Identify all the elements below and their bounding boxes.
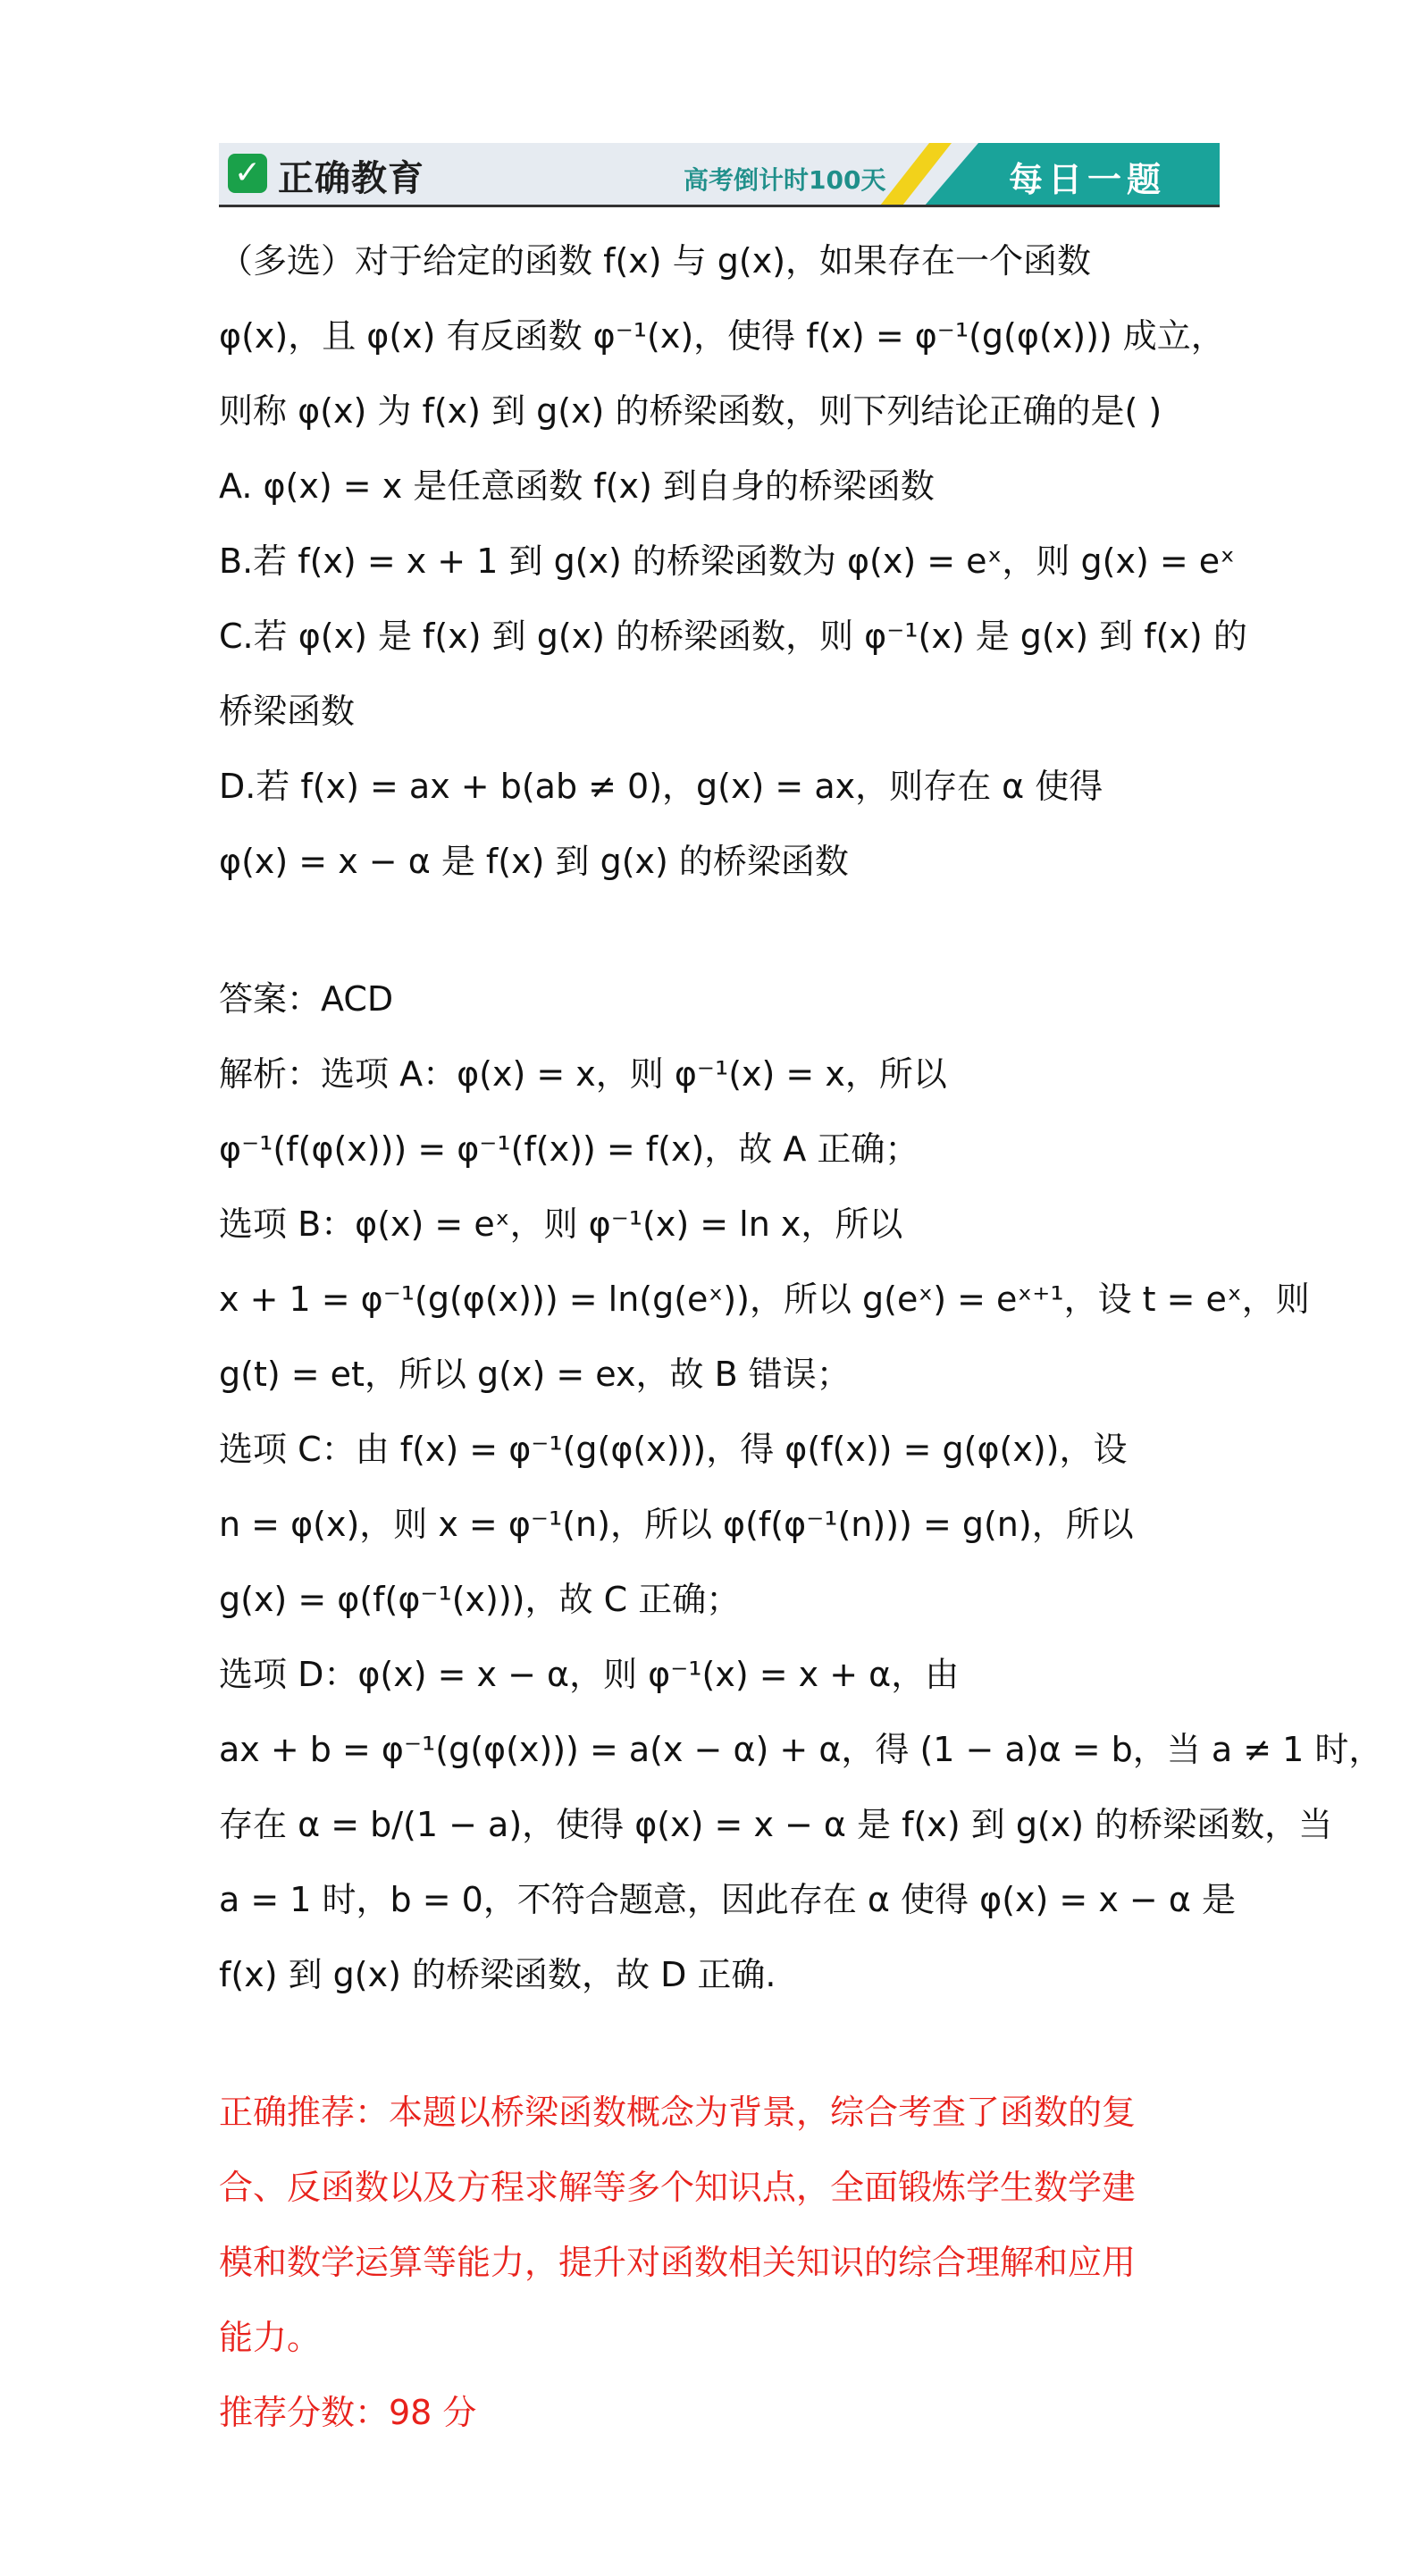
- option-d: D.若 f(x) = ax + b(ab ≠ 0)，g(x) = ax，则存在 α 使得: [219, 767, 1103, 806]
- banner-divider: [219, 205, 1220, 207]
- daily-question-label: 每日一题: [1008, 160, 1166, 199]
- recommendation-line: 能力。: [219, 2318, 322, 2357]
- analysis-line: x + 1 = φ⁻¹(g(φ(x))) = ln(g(eˣ))，所以 g(eˣ) = eˣ⁺¹，设 t = eˣ，则: [219, 1280, 1310, 1319]
- analysis-line: 解析：选项 A：φ(x) = x，则 φ⁻¹(x) = x，所以: [219, 1054, 947, 1094]
- analysis-block: [219, 1036, 1383, 2012]
- analysis-line: 选项 C：由 f(x) = φ⁻¹(g(φ(x)))，得 φ(f(x)) = g(φ(x))，设: [219, 1430, 1128, 1469]
- analysis-line: a = 1 时，b = 0，不符合题意，因此存在 α 使得 φ(x) = x − α 是: [219, 1880, 1236, 1919]
- header-banner: [219, 143, 1220, 206]
- recommend-score: 推荐分数：98 分: [219, 2393, 477, 2432]
- analysis-line: g(x) = φ(f(φ⁻¹(x)))，故 C 正确；: [219, 1580, 741, 1619]
- option-a: A. φ(x) = x 是任意函数 f(x) 到自身的桥梁函数: [219, 466, 935, 506]
- recommendation-line: 合、反函数以及方程求解等多个知识点，全面锻炼学生数学建: [219, 2168, 1137, 2207]
- countdown-text: 高考倒计时100天: [684, 165, 886, 195]
- document-body: [219, 223, 1383, 2450]
- answer-line: 答案：ACD: [219, 979, 394, 1019]
- recommendation-line: 模和数学运算等能力，提升对函数相关知识的综合理解和应用: [219, 2243, 1137, 2282]
- analysis-line: n = φ(x)，则 x = φ⁻¹(n)，所以 φ(f(φ⁻¹(n))) = g(n)，所以: [219, 1505, 1134, 1544]
- question-line: （多选）对于给定的函数 f(x) 与 g(x)，如果存在一个函数: [219, 241, 1092, 281]
- analysis-line: 存在 α = b/(1 − a)，使得 φ(x) = x − α 是 f(x) 到 g(x) 的桥梁函数，当: [219, 1805, 1333, 1844]
- option-b: B.若 f(x) = x + 1 到 g(x) 的桥梁函数为 φ(x) = eˣ，则 g(x) = eˣ: [219, 541, 1236, 581]
- analysis-line: 选项 B：φ(x) = eˣ，则 φ⁻¹(x) = ln x，所以: [219, 1204, 903, 1244]
- question-block: [219, 223, 1247, 899]
- question-line: 则称 φ(x) 为 f(x) 到 g(x) 的桥梁函数，则下列结论正确的是( ): [219, 391, 1162, 431]
- analysis-line: g(t) = et，所以 g(x) = ex，故 B 错误；: [219, 1355, 851, 1394]
- recommendation-line: 正确推荐：本题以桥梁函数概念为背景，综合考查了函数的复: [219, 2093, 1137, 2132]
- analysis-line: 选项 D：φ(x) = x − α，则 φ⁻¹(x) = x + α，由: [219, 1655, 960, 1694]
- option-d-cont: φ(x) = x − α 是 f(x) 到 g(x) 的桥梁函数: [219, 842, 849, 881]
- option-c-cont: 桥梁函数: [219, 692, 356, 731]
- analysis-line: ax + b = φ⁻¹(g(φ(x))) = a(x − α) + α，得 (1 − a)α = b，当 a ≠ 1 时，: [219, 1730, 1383, 1769]
- brand-name: 正确教育: [278, 158, 424, 199]
- analysis-line: φ⁻¹(f(φ(x))) = φ⁻¹(f(x)) = f(x)，故 A 正确；: [219, 1129, 919, 1169]
- analysis-line: f(x) 到 g(x) 的桥梁函数，故 D 正确.: [219, 1955, 776, 1994]
- check-icon: ✓: [228, 154, 267, 193]
- question-line: φ(x)，且 φ(x) 有反函数 φ⁻¹(x)，使得 f(x) = φ⁻¹(g(φ(x))) 成立，: [219, 316, 1225, 356]
- recommendation-block: [219, 2075, 1224, 2450]
- option-c: C.若 φ(x) 是 f(x) 到 g(x) 的桥梁函数，则 φ⁻¹(x) 是 g(x) 到 f(x) 的: [219, 617, 1247, 656]
